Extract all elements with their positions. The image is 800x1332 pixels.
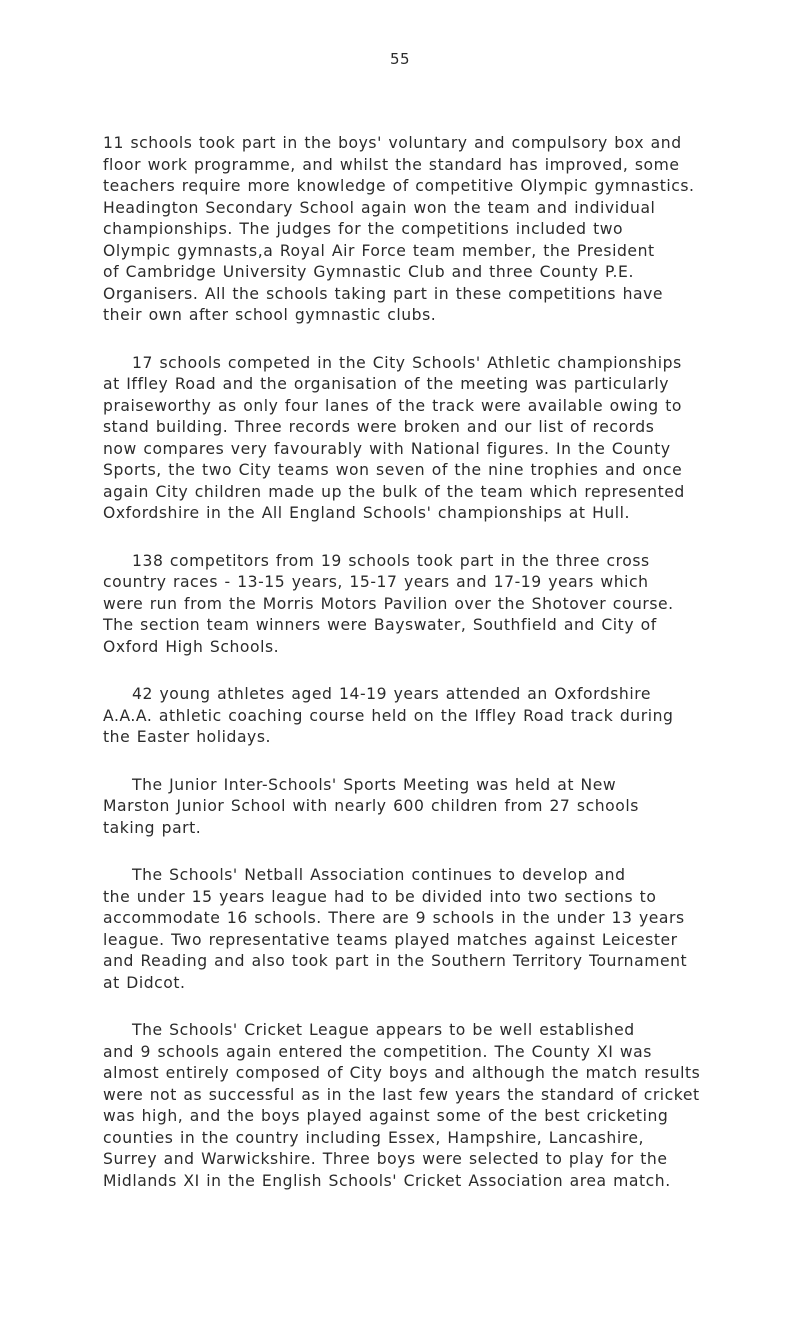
paragraph-junior-sports [103, 775, 800, 840]
text-line: stand building. Three records were broken and our list of records [103, 418, 655, 436]
text-line: and Reading and also took part in the Southern Territory Tournament [103, 952, 688, 970]
text-line: Surrey and Warwickshire. Three boys were selected to play for the [103, 1150, 668, 1168]
paragraph-netball [103, 865, 800, 994]
text-line: 138 competitors from 19 schools took part in the three cross [132, 551, 650, 570]
text-line: Oxford High Schools. [103, 637, 280, 656]
page-number: 55 [389, 50, 411, 68]
text-line: Headington Secondary School again won the team and individual [103, 198, 656, 217]
text-line: Oxfordshire in the All England Schools' championships at Hull. [103, 504, 631, 522]
text-line: the Easter holidays. [103, 728, 272, 746]
paragraph-cross-country [103, 551, 800, 659]
paragraph-gymnastics [103, 133, 800, 327]
text-line: The section team winners were Bayswater, Southfield and City of [103, 616, 657, 634]
text-line: and 9 schools again entered the competition. The County XI was [103, 1042, 652, 1061]
text-line: praiseworthy as only four lanes of the track were available owing to [103, 396, 683, 415]
text-line: 11 schools took part in the boys' voluntary and compulsory box and [103, 134, 682, 152]
paragraph-cricket [103, 1020, 800, 1192]
text-line: were not as successful as in the last few years the standard of cricket [103, 1085, 700, 1104]
text-line: league. Two representative teams played matches against Leicester [103, 930, 678, 949]
text-line: taking part. [103, 818, 202, 837]
text-line: floor work programme, and whilst the standard has improved, some [103, 155, 680, 174]
text-line: Midlands XI in the English Schools' Cricket Association area match. [103, 1171, 671, 1190]
text-line: Olympic gymnasts,a Royal Air Force team member, the President [103, 241, 655, 260]
text-line: of Cambridge University Gymnastic Club and three County P.E. [103, 263, 634, 281]
text-line: again City children made up the bulk of the team which represented [103, 482, 685, 501]
text-line: championships. The judges for the competitions included two [103, 220, 624, 238]
text-line: The Schools' Netball Association continues to develop and [132, 866, 626, 884]
text-line: country races - 13-15 years, 15-17 years and 17-19 years which [103, 573, 649, 591]
text-line: at Iffley Road and the organisation of the meeting was particularly [103, 375, 670, 393]
text-line: accommodate 16 schools. There are 9 schools in the under 13 years [103, 909, 685, 927]
text-line: counties in the country including Essex, Hampshire, Lancashire, [103, 1128, 644, 1147]
text-line: their own after school gymnastic clubs. [103, 306, 437, 324]
text-line: The Schools' Cricket League appears to be well established [132, 1021, 635, 1039]
text-line: almost entirely composed of City boys and although the match results [103, 1064, 701, 1082]
text-line: teachers require more knowledge of competitive Olympic gymnastics. [103, 177, 695, 195]
text-line: Marston Junior School with nearly 600 children from 27 schools [103, 797, 639, 815]
paragraph-coaching-course [103, 684, 800, 749]
paragraph-athletics [103, 353, 800, 525]
text-line: A.A.A. athletic coaching course held on the Iffley Road track during [103, 706, 674, 725]
body-text [103, 133, 800, 1218]
text-line: now compares very favourably with National figures. In the County [103, 439, 671, 458]
text-line: Sports, the two City teams won seven of the nine trophies and once [103, 461, 683, 479]
text-line: the under 15 years league had to be divided into two sections to [103, 887, 657, 906]
text-line: at Didcot. [103, 973, 186, 992]
text-line: was high, and the boys played against some of the best cricketing [103, 1107, 669, 1125]
text-line: 42 young athletes aged 14-19 years attended an Oxfordshire [132, 685, 651, 703]
text-line: 17 schools competed in the City Schools' Athletic championships [132, 353, 682, 372]
text-line: were run from the Morris Motors Pavilion over the Shotover course. [103, 594, 674, 613]
text-line: The Junior Inter-Schools' Sports Meeting was held at New [132, 775, 617, 794]
text-line: Organisers. All the schools taking part in these competitions have [103, 284, 664, 303]
